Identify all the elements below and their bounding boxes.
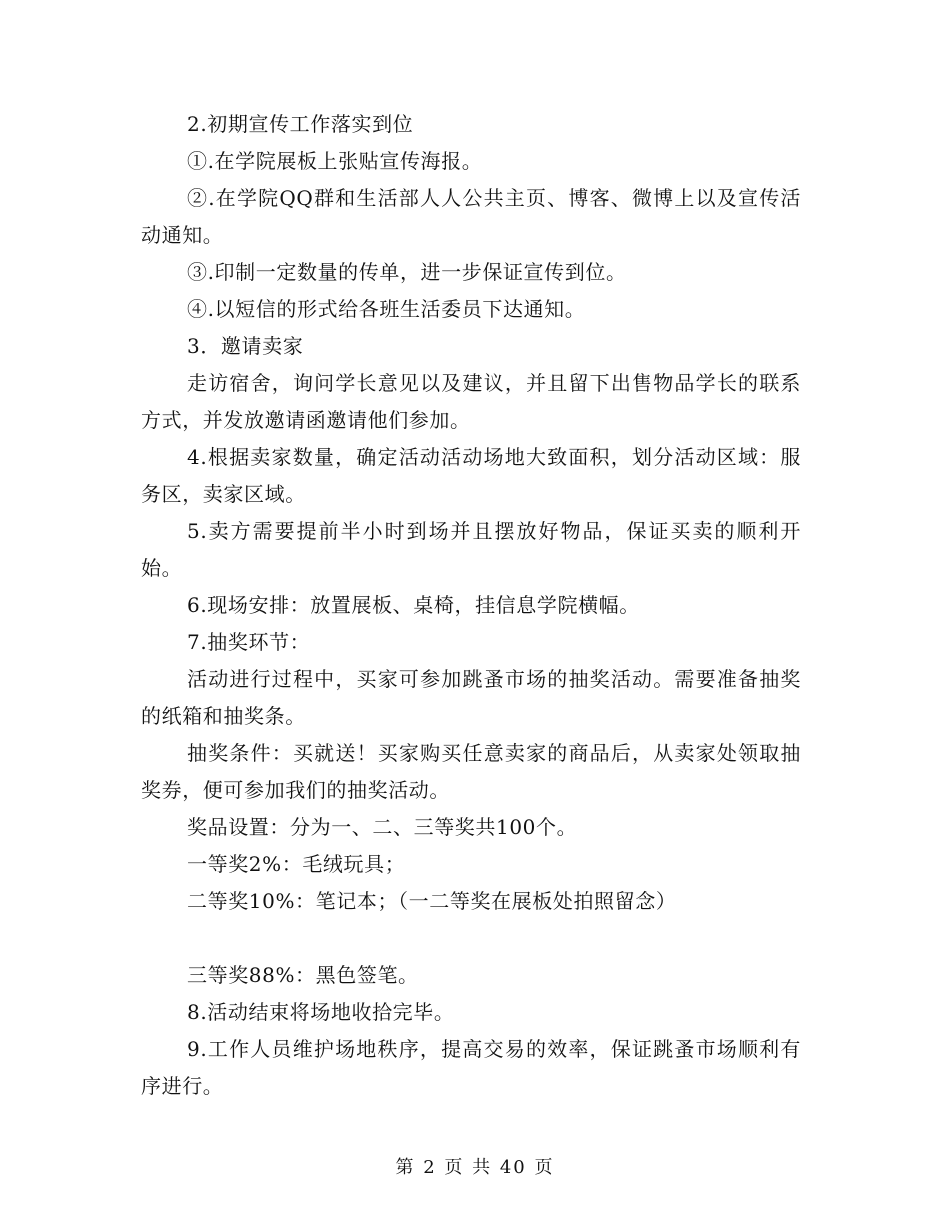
paragraph: ③.印制一定数量的传单，进一步保证宣传到位。: [187, 260, 627, 284]
blank-line: [141, 920, 801, 957]
paragraph: 5.卖方需要提前半小时到场并且摆放好物品，保证买卖的顺利开始。: [141, 519, 801, 580]
document-body: [141, 106, 801, 1105]
paragraph: 三等奖88%：黑色签笔。: [187, 963, 419, 987]
paragraph: 4.根据卖家数量，确定活动活动场地大致面积，划分活动区域：服务区，卖家区域。: [141, 445, 801, 506]
paragraph: 一等奖2%：毛绒玩具；: [187, 852, 406, 876]
paragraph: 8.活动结束将场地收拾完毕。: [187, 1000, 455, 1024]
paragraph: 抽奖条件：买就送！买家购买任意卖家的商品后，从卖家处领取抽奖券，便可参加我们的抽奖活动。: [141, 741, 801, 802]
paragraph: ②.在学院QQ群和生活部人人公共主页、博客、微博上以及宣传活动通知。: [141, 186, 801, 247]
paragraph: 3．邀请卖家: [187, 334, 304, 358]
paragraph: 二等奖10%：笔记本；（一二等奖在展板处拍照留念）: [187, 889, 677, 913]
paragraph: 奖品设置：分为一、二、三等奖共100个。: [187, 815, 578, 839]
page-number-footer: 第 2 页 共 40 页: [395, 1157, 555, 1178]
paragraph: 9.工作人员维护场地秩序，提高交易的效率，保证跳蚤市场顺利有序进行。: [141, 1037, 801, 1098]
paragraph: ④.以短信的形式给各班生活委员下达通知。: [187, 297, 586, 321]
paragraph: 6.现场安排：放置展板、桌椅，挂信息学院横幅。: [187, 593, 640, 617]
paragraph: 活动进行过程中，买家可参加跳蚤市场的抽奖活动。需要准备抽奖的纸箱和抽奖条。: [141, 667, 801, 728]
paragraph: 走访宿舍，询问学长意见以及建议，并且留下出售物品学长的联系方式，并发放邀请函邀请他们参加。: [141, 371, 801, 432]
paragraph: ①.在学院展板上张贴宣传海报。: [187, 149, 483, 173]
paragraph: 2.初期宣传工作落实到位: [187, 112, 414, 136]
paragraph: 7.抽奖环节：: [187, 630, 311, 654]
